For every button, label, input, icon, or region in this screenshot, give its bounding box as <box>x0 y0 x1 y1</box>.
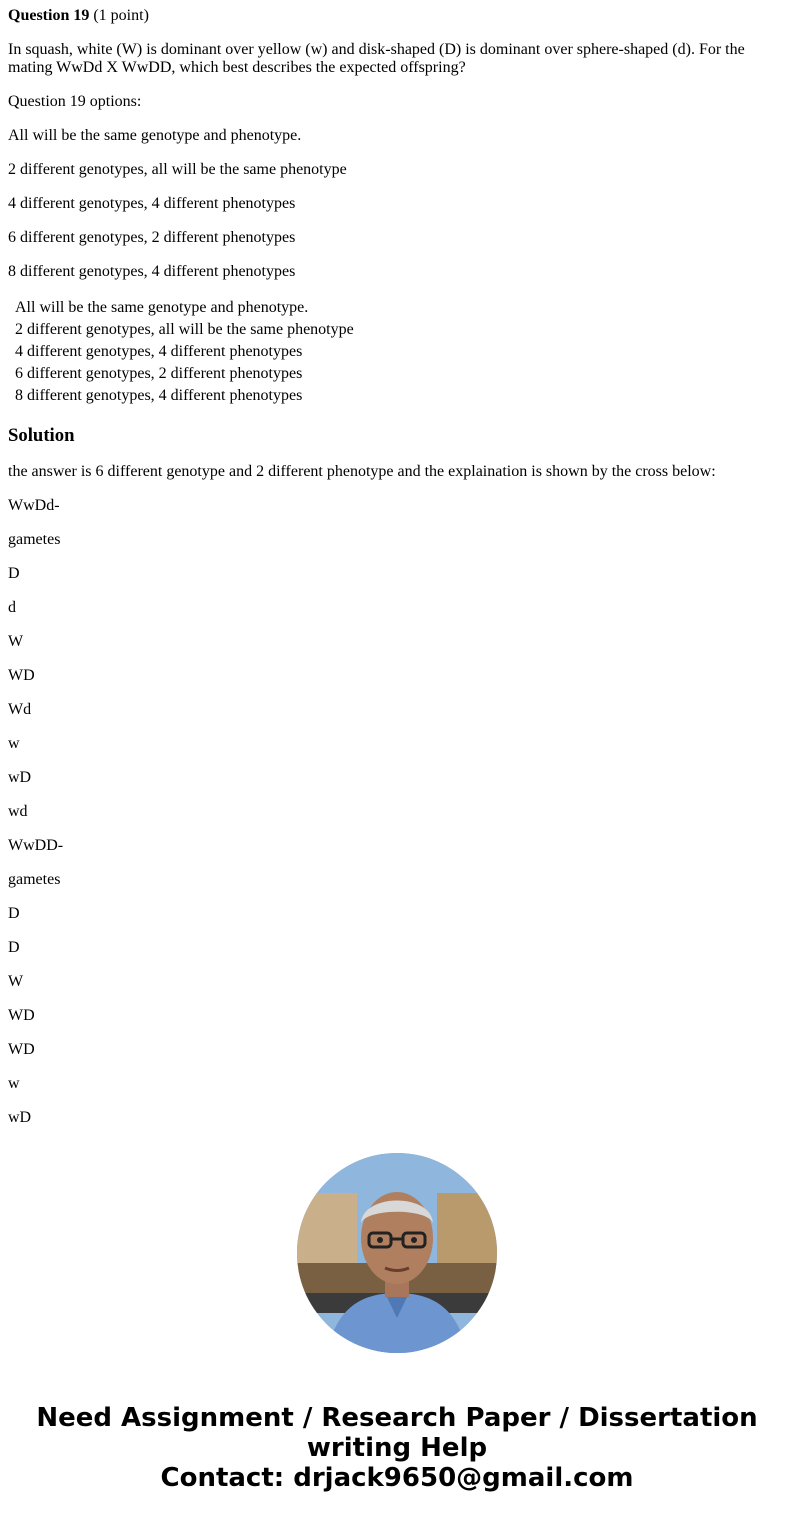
solution-line: W <box>8 973 24 990</box>
solution-line: WwDd- <box>8 497 60 514</box>
option-item: 4 different genotypes, 4 different phenotypes <box>15 343 303 360</box>
document-content <box>8 0 786 1123</box>
promo-footer <box>0 1123 794 1523</box>
promo-text <box>0 1403 794 1493</box>
solution-line: D <box>8 939 20 956</box>
avatar <box>297 1153 497 1353</box>
solution-line: wd <box>8 803 28 820</box>
avatar-portrait <box>297 1153 497 1353</box>
question-header <box>8 7 786 25</box>
solution-line: W <box>8 633 24 650</box>
promo-contact: Contact: drjack9650@gmail.com <box>160 1463 634 1493</box>
solution-line: w <box>8 1075 20 1092</box>
solution-intro: the answer is 6 different genotype and 2 different phenotype and the explaination is shown by the cross below: <box>8 463 716 480</box>
question-text: In squash, white (W) is dominant over yellow (w) and disk-shaped (D) is dominant over sphere-shaped (d). For the mating WwDd X WwDD, which best describes the expected offspring? <box>8 41 745 76</box>
solution-line: WD <box>8 667 35 684</box>
question-title: Question 19 <box>8 7 90 24</box>
solution-line: d <box>8 599 16 616</box>
option-text: 2 different genotypes, all will be the same phenotype <box>8 161 347 178</box>
options-heading: Question 19 options: <box>8 93 142 110</box>
question-points: (1 point) <box>93 7 149 24</box>
option-item: 8 different genotypes, 4 different phenotypes <box>15 387 303 404</box>
solution-line: WD <box>8 1041 35 1058</box>
solution-line: WD <box>8 1007 35 1024</box>
solution-line: wD <box>8 769 32 786</box>
option-item: All will be the same genotype and phenotype. <box>15 299 309 316</box>
solution-line: D <box>8 905 20 922</box>
solution-line: D <box>8 565 20 582</box>
solution-line: gametes <box>8 871 61 888</box>
solution-line: gametes <box>8 531 61 548</box>
promo-line-1: Need Assignment / Research Paper / Dissertation <box>36 1403 758 1433</box>
option-text: All will be the same genotype and phenotype. <box>8 127 302 144</box>
option-text: 8 different genotypes, 4 different phenotypes <box>8 263 296 280</box>
option-text: 6 different genotypes, 2 different phenotypes <box>8 229 296 246</box>
options-list <box>15 297 786 407</box>
option-item: 6 different genotypes, 2 different phenotypes <box>15 365 303 382</box>
solution-line: WwDD- <box>8 837 64 854</box>
solution-heading: Solution <box>8 425 75 446</box>
promo-line-2: writing Help <box>306 1433 488 1463</box>
option-text: 4 different genotypes, 4 different phenotypes <box>8 195 296 212</box>
option-item: 2 different genotypes, all will be the same phenotype <box>15 321 354 338</box>
solution-line: wD <box>8 1109 32 1123</box>
solution-line: Wd <box>8 701 32 718</box>
solution-line: w <box>8 735 20 752</box>
